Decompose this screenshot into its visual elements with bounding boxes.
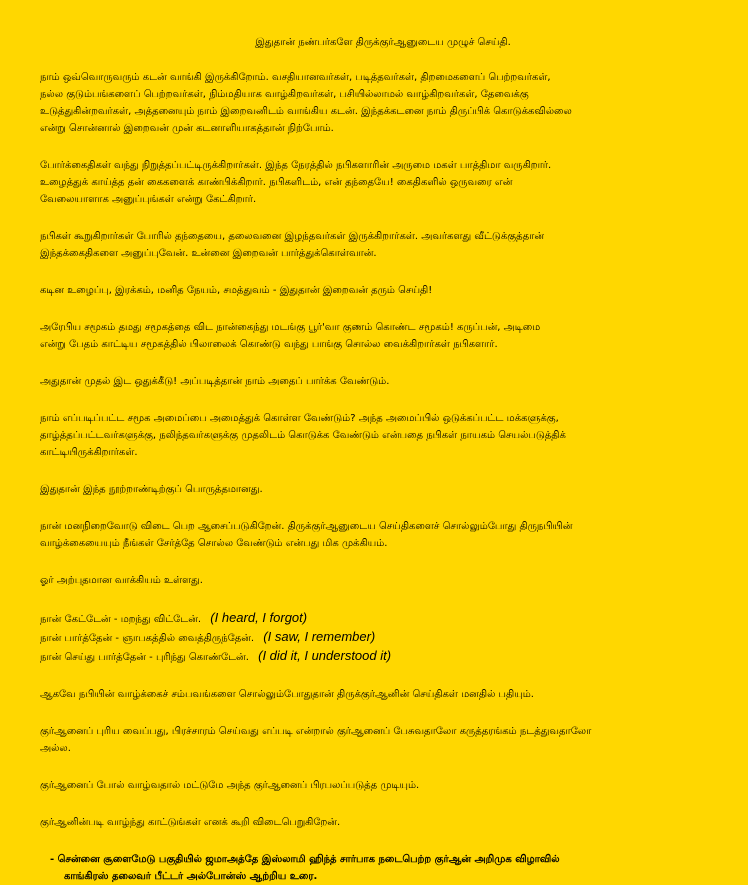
paragraph-farewell [40, 518, 726, 552]
paragraph-century [40, 481, 726, 498]
quote-line [40, 609, 726, 628]
paragraph-message [40, 282, 726, 299]
paragraph-line: அரேபிய சமூகம் தமது சமூகத்தை விட நான்கைந்து மடங்கு பூர்'வா குணம் கொண்ட சமூகம்! கருப்பன், அடிமை [40, 322, 541, 333]
quote-english: (I saw, I remember) [263, 629, 376, 644]
paragraph-line: இதுதான் இந்த நூற்றாண்டிற்குப் பொருத்தமானது. [40, 484, 263, 495]
paragraph-goodbye [40, 814, 726, 831]
quote-line [40, 647, 726, 666]
paragraph-reservation [40, 373, 726, 390]
attribution-line: - சென்னை சூளைமேடு பகுதியில் ஜமாஅத்தே இஸ்லாமி ஹிந்த் சார்பாக நடைபெற்ற குர்ஆன் அறிமுக விழாவில் [50, 854, 560, 865]
paragraph-line: உடுத்துகின்றவர்கள், அத்தனையும் நாம் இறைவனிடம் வாங்கிய கடன். இந்தக்கடனை நாம் திருப்பிக் கொடுக்கவில்லை [40, 106, 572, 117]
paragraph-line: குர்ஆனின்படி வாழ்ந்து காட்டுங்கள் எனக் கூறி விடைபெறுகிறேன். [40, 817, 341, 828]
paragraph-line: அதுதான் முதல் இட ஒதுக்கீடு! அப்படித்தான் நாம் அதைப் பார்க்க வேண்டும். [40, 376, 390, 387]
paragraph-arab-society [40, 319, 726, 353]
quote-english: (I heard, I forgot) [210, 610, 308, 625]
paragraph-line: குர்ஆனைப் போல் வாழ்வதால் மட்டுமே அந்த குர்ஆனைப் பிரபலப்படுத்த முடியும். [40, 780, 420, 791]
paragraph-line: கடின உழைப்பு, இரக்கம், மனித நேயம், சமத்துவம் - இதுதான் இறைவன் தரும் செய்தி! [40, 285, 433, 296]
paragraph-line: குர்ஆனைப் புரிய வைப்பது, பிரச்சாரம் செய்வது எப்படி என்றால் குர்ஆனைப் பேசுவதாலோ கருத்தரங்கம் நடத்துவதாலோ [40, 726, 592, 737]
paragraph-prisoners [40, 157, 726, 208]
quote-line [40, 628, 726, 647]
paragraph-line: காட்டியிருக்கிறார்கள். [40, 447, 138, 458]
paragraph-life-events [40, 686, 726, 703]
paragraph-line: அல்ல. [40, 743, 71, 754]
quote-tamil: நான் பார்த்தேன் - ஞாபகத்தில் வைத்திருந்தேன். [40, 633, 255, 644]
paragraph-saying-intro [40, 572, 726, 589]
paragraph-line: வாழ்க்கையையும் நீங்கள் சேர்த்தே சொல்ல வேண்டும் என்பது மிக முக்கியம். [40, 538, 388, 549]
paragraph-social-structure [40, 410, 726, 461]
page-title: இதுதான் நண்பர்களே திருக்குர்ஆனுடைய முழுச் செய்தி. [255, 37, 511, 48]
quote-english: (I did it, I understood it) [258, 648, 392, 663]
quote-tamil: நான் கேட்டேன் - மறந்து விட்டேன். [40, 614, 202, 625]
paragraph-line: நல்ல குடும்பங்களைப் பெற்றவர்கள், நிம்மதியாக வாழ்கிறவர்கள், பசியில்லாமல் வாழ்கிறவர்கள், தேவைக்கு [40, 89, 529, 100]
paragraph-line: வேலையாளாக அனுப்புங்கள் என்று கேட்கிறார். [40, 194, 257, 205]
paragraph-line: தாழ்த்தப்பட்டவர்களுக்கு, நலிந்தவர்களுக்கு முதலிடம் கொடுக்க வேண்டும் என்பதை நபிகள் நாயகம் செயல்படுத்திக் [40, 430, 566, 441]
paragraph-line: என்று சொன்னால் இறைவன் முன் கடனாளியாகத்தான் நிற்போம். [40, 123, 334, 134]
paragraph-line: நான் மனநிறைவோடு விடை பெற ஆசைப்படுகிறேன். திருக்குர்ஆனுடைய செய்திகளைச் சொல்லும்போது திருநபியின் [40, 521, 573, 532]
paragraph-line: போர்க்கைதிகள் வந்து நிறுத்தப்பட்டிருக்கிறார்கள். இந்த நேரத்தில் நபிகளாரின் அருமை மகள் பாத்திமா வருகிறார். [40, 160, 552, 171]
paragraph-live-quran [40, 777, 726, 794]
paragraph-debt [40, 69, 726, 137]
paragraph-line: என்று பேதம் காட்டிய சமூகத்தில் பிலாலைக் கொண்டு வந்து பாங்கு சொல்ல வைக்கிறார்கள் நபிகளார். [40, 339, 498, 350]
paragraph-prophet-reply [40, 228, 726, 262]
paragraph-line: நாம் எப்படிப்பட்ட சமூக அமைப்பை அமைத்துக் கொள்ள வேண்டும்? அந்த அமைப்பில் ஒடுக்கப்பட்ட மக்களுக்கு, [40, 413, 559, 424]
saying-quotes [40, 609, 726, 666]
paragraph-line: ஆகவே நபியின் வாழ்க்கைச் சம்பவங்களை சொல்லும்போதுதான் திருக்குர்ஆனின் செய்திகள் மனதில் பதியும். [40, 689, 534, 700]
attribution-line: காங்கிரஸ் தலைவர் பீட்டர் அல்போன்ஸ் ஆற்றிய உரை. [64, 871, 318, 882]
quote-tamil: நான் செய்து பார்த்தேன் - புரிந்து கொண்டேன். [40, 652, 249, 663]
speech-attribution [40, 851, 726, 885]
paragraph-line: நாம் ஒவ்வொருவரும் கடன் வாங்கி இருக்கிறோம். வசதியானவர்கள், படித்தவர்கள், திறமைகளைப் பெற்றவர்கள், [40, 72, 551, 83]
paragraph-propagation [40, 723, 726, 757]
paragraph-line: ஓர் அற்புதமான வாக்கியம் உள்ளது. [40, 575, 203, 586]
paragraph-line: உழைத்துக் காய்த்த தன் கைகளைக் காண்பிக்கிறார். நபிகளிடம், என் தந்தையே! கைதிகளில் ஒருவரை என் [40, 177, 513, 188]
paragraph-line: நபிகள் கூறுகிறார்கள் போரில் தந்தையை, தலைவனை இழந்தவர்கள் இருக்கிறார்கள். அவர்களது வீட்டுக்குத்தான் [40, 231, 545, 242]
paragraph-line: இந்தக்கைதிகளை அனுப்புவேன். உன்னை இறைவன் பார்த்துக்கொள்வான். [40, 248, 377, 259]
